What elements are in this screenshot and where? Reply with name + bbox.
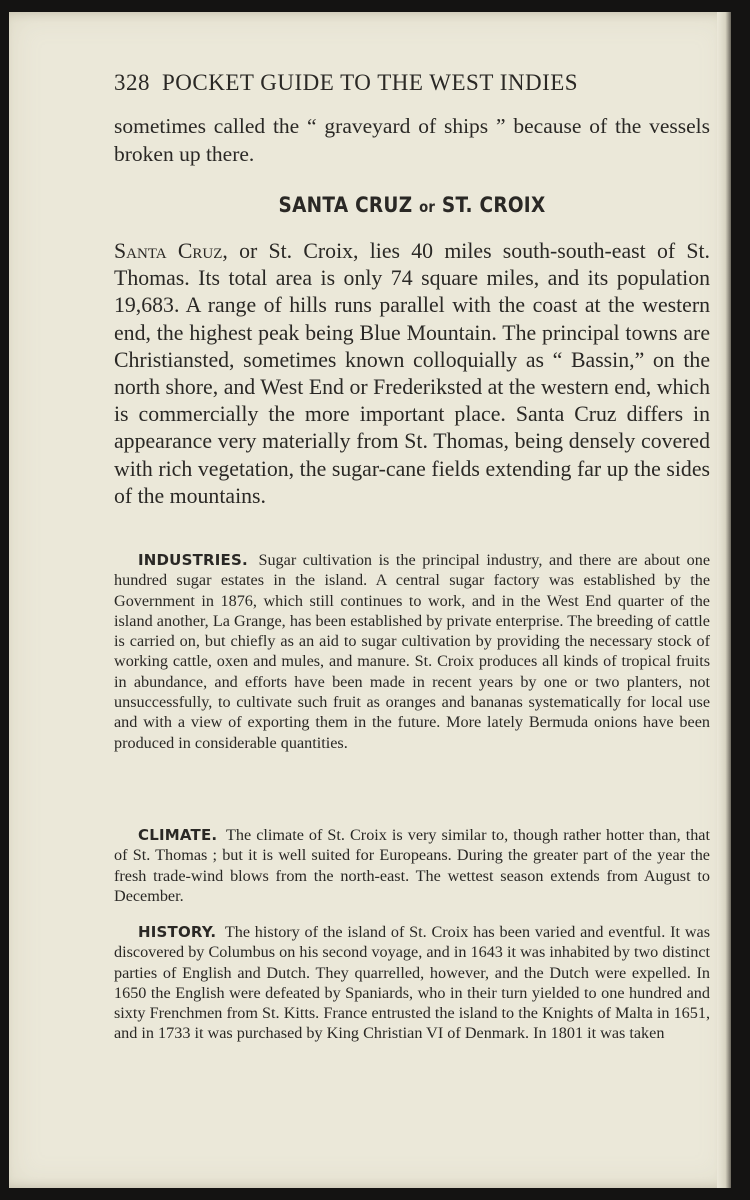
lead-words: Santa Cruz,	[114, 239, 228, 263]
climate-section	[114, 825, 710, 906]
history-text: The history of the island of St. Croix has been varied and eventful. It was discovered by Columbus on his second voyage, and in 1643 it was inhabited by two distinct parties of English and Dutch. They quarrelled, however, and the Dutch were expelled. In 1650 the English were defeated by Spaniards, who in their turn yielded to one hundred and sixty Frenchmen from St. Kitts. France entrusted the island to the Knights of Malta in 1651, and in 1733 it was purchased by King Christian VI of Denmark. In 1801 it was taken	[114, 923, 710, 1043]
book-title: POCKET GUIDE TO THE WEST INDIES	[162, 70, 579, 95]
section-title-part1: SANTA CRUZ	[278, 193, 413, 217]
section-title	[150, 193, 674, 217]
page-edge-shadow	[717, 12, 731, 1188]
industries-heading: INDUSTRIES.	[138, 551, 248, 569]
running-header	[114, 70, 710, 96]
industries-section	[114, 550, 710, 753]
lead-text: or St. Croix, lies 40 miles south-south-east of St. Thomas. Its total area is only 74 square miles, and its population 19,683. A range of hills runs parallel with the coast at the western end, the highest peak being Blue Mountain. The principal towns are Christiansted, sometimes known colloquially as “ Bassin,” on the north shore, and West End or Frederiksted at the western end, which is commercially the more important place. Santa Cruz differs in appearance very materially from St. Thomas, being densely covered with rich vegetation, the sugar-cane fields extending far up the sides of the mountains.	[114, 239, 710, 508]
industries-text: Sugar cultivation is the principal industry, and there are about one hundred sugar estates in the island. A central sugar factory was established by the Government in 1876, which still continues to work, and in the West End quarter of the island another, La Grange, has been established by private enterprise. The breeding of cattle is carried on, but chiefly as an aid to sugar cultivation by providing the necessary stock of working cattle, oxen and mules, and manure. St. Croix produces all kinds of tropical fruits in abundance, and efforts have been made in recent years by one or two planters, not unsuccessfully, to cultivate such fruit as oranges and bananas systematically for local use and with a view of exporting them in the future. More lately Bermuda onions have been produced in considerable quantities.	[114, 551, 710, 752]
section-title-or: or	[419, 198, 436, 216]
industries-paragraph	[114, 550, 710, 753]
intro-paragraph: sometimes called the “ graveyard of ships ” because of the vessels broken up there.	[114, 114, 710, 166]
page-number: 328	[114, 70, 150, 95]
climate-heading: CLIMATE.	[138, 826, 218, 844]
climate-paragraph	[114, 825, 710, 906]
section-title-part2: ST. CROIX	[441, 193, 546, 217]
book-page	[9, 12, 731, 1188]
history-section	[114, 922, 710, 1044]
climate-text: The climate of St. Croix is very similar to, though rather hotter than, that of St. Thomas ; but it is well suited for Europeans. During the greater part of the year the fresh trade-wind blows from the north-east. The wettest season extends from August to December.	[114, 826, 710, 905]
history-paragraph	[114, 922, 710, 1044]
lead-paragraph	[114, 238, 710, 510]
history-heading: HISTORY.	[138, 923, 217, 941]
